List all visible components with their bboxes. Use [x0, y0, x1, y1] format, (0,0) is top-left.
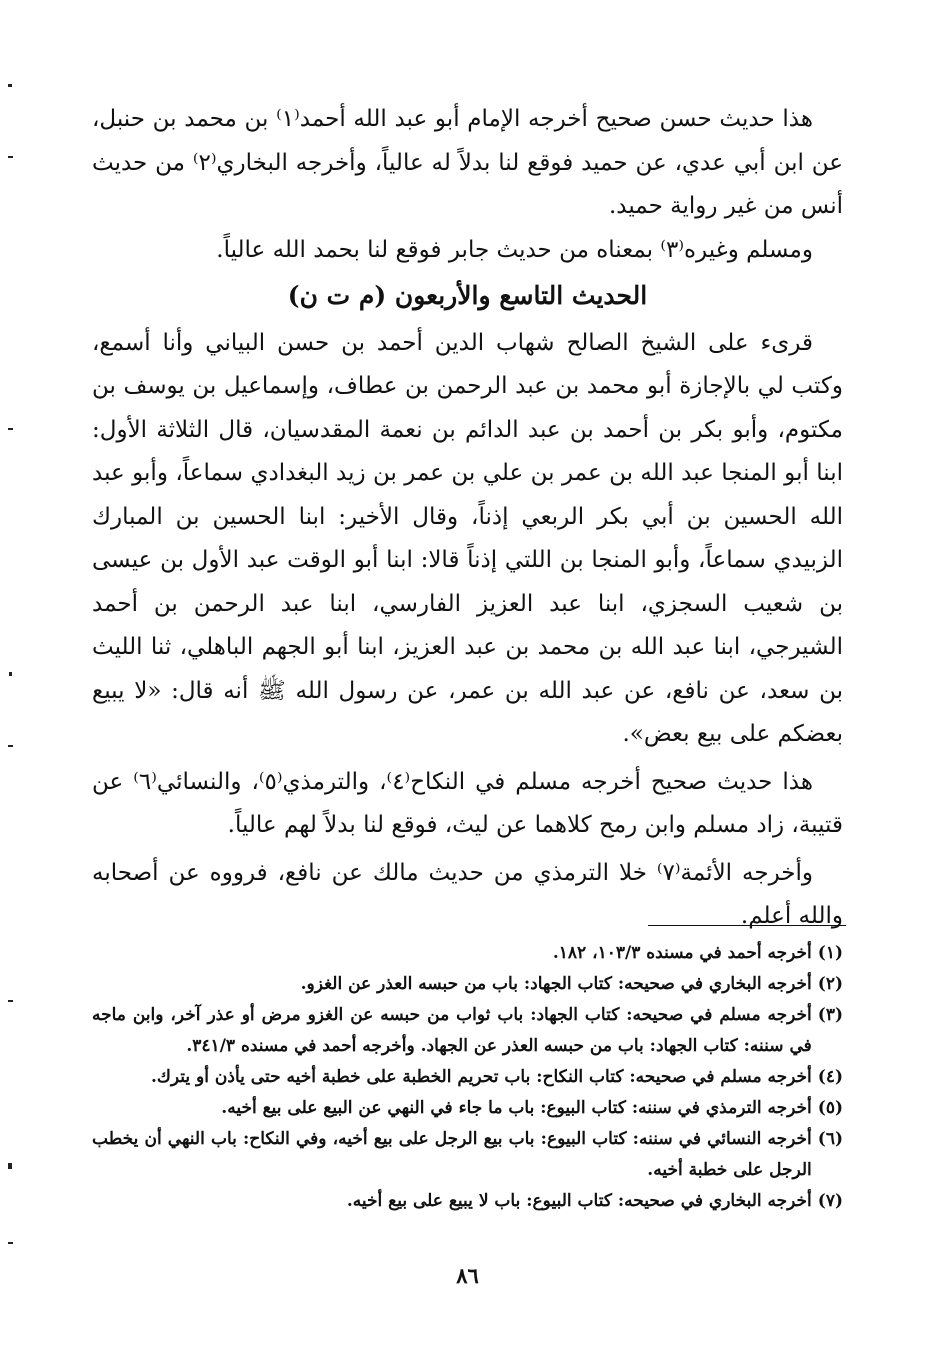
footnote-number: (٧) — [817, 1191, 843, 1211]
scan-mark — [8, 84, 12, 87]
scan-mark — [8, 156, 13, 158]
scan-mark — [9, 672, 12, 676]
footnote-divider — [648, 925, 846, 926]
footnote-4 — [92, 1062, 843, 1093]
footnote-number: (٤) — [817, 1067, 843, 1087]
scan-mark — [8, 745, 13, 747]
page-number: ٨٦ — [456, 1263, 479, 1288]
footnote-number: (٦) — [817, 1129, 843, 1149]
footnote-text: أخرجه أحمد في مسنده ١٠٣/٣، ١٨٢. — [552, 943, 812, 963]
footnote-number: (٣) — [817, 1005, 843, 1025]
footnote-7 — [92, 1186, 843, 1217]
footnote-number: (١) — [817, 943, 843, 963]
footnote-3 — [92, 1000, 843, 1062]
footnotes — [92, 938, 843, 1217]
footnote-text: أخرجه النسائي في سننه: كتاب البيوع: باب بيع الرجل على بيع أخيه، وفي النكاح: باب النهي أن يخطب الرجل على خطبة أخيه. — [92, 1129, 812, 1180]
footnote-2 — [92, 969, 843, 1000]
footnote-5 — [92, 1093, 843, 1124]
footnote-6 — [92, 1124, 843, 1186]
scan-mark — [8, 428, 13, 430]
footnote-1 — [92, 938, 843, 969]
paragraph-grading-2: ومسلم وغيره⁽٣⁾ بمعناه من حديث جابر فوقع لنا بحمد الله عالياً. — [216, 236, 813, 263]
footnote-text: أخرجه مسلم في صحيحه: كتاب النكاح: باب تحريم الخطبة على خطبة أخيه حتى يأذن أو يترك. — [150, 1067, 812, 1087]
scan-mark — [8, 1163, 12, 1169]
footnote-text: أخرجه البخاري في صحيحه: كتاب البيوع: باب لا يبيع على بيع أخيه. — [346, 1191, 812, 1211]
scan-mark — [8, 1242, 13, 1244]
footnote-text: أخرجه البخاري في صحيحه: كتاب الجهاد: باب من حبسه العذر عن الغزو. — [300, 974, 812, 994]
footnote-number: (٢) — [817, 974, 843, 994]
hadith-title: الحديث التاسع والأربعون (م ت ن) — [287, 281, 648, 310]
paragraph-takhrij-2: وأخرجه الأئمة⁽٧⁾ خلا الترمذي من حديث مالك عن نافع، فرووه عن أصحابه والله أعلم. — [92, 859, 843, 929]
footnote-text: أخرجه مسلم في صحيحه: كتاب الجهاد: باب ثواب من حبسه عن الغزو مرض أو عذر آخر، وابن ماجه في سننه: كتاب الجهاد: باب من حبسه العذر عن الجهاد. وأخرجه أحمد في مسنده ٣٤١/٣. — [92, 1005, 812, 1056]
paragraph-grading-1: هذا حديث حسن صحيح أخرجه الإمام أبو عبد الله أحمد⁽١⁾ بن محمد بن حنبل، عن ابن أبي عدي، عن حميد فوقع لنا بدلاً له عالياً، وأخرجه البخاري⁽٢⁾ من حديث أنس من غير رواية حميد. — [92, 106, 843, 219]
footnote-text: أخرجه الترمذي في سننه: كتاب البيوع: باب ما جاء في النهي عن البيع على بيع أخيه. — [221, 1098, 812, 1118]
paragraph-takhrij-1: هذا حديث صحيح أخرجه مسلم في النكاح⁽٤⁾، والترمذي⁽٥⁾، والنسائي⁽٦⁾ عن قتيبة، زاد مسلم وابن رمح كلاهما عن ليث، فوقع لنا بدلاً لهم عالياً. — [92, 768, 843, 838]
main-text — [92, 98, 843, 939]
scan-mark — [8, 1000, 13, 1002]
paragraph-isnad: قرىء على الشيخ الصالح شهاب الدين أحمد بن حسن البياني وأنا أسمع، وكتب لي بالإجازة أبو محمد بن عبد الرحمن بن عطاف، وإسماعيل بن يوسف بن مكتوم، وأبو بكر بن أحمد بن عبد الدائم بن نعمة المقدسيان، قال الثلاثة الأول: ابنا أبو المنجا عبد الله بن عمر بن علي بن عمر بن زيد البغدادي سماعاً، وأبو عبد الله الحسين بن أبي بكر الربعي إذناً، وقال الأخير: ابنا الحسين بن المبارك الزبيدي سماعاً، وأبو المنجا بن اللتي إذناً قالا: ابنا أبو الوقت عبد الأول بن عيسى بن شعيب السجزي، ابنا عبد العزيز الفارسي، ابنا عبد الرحمن بن أحمد الشيرجي، ابنا عبد الله بن محمد بن عبد العزيز، ابنا أبو الجهم الباهلي، ثنا الليث بن سعد، عن نافع، عن عبد الله بن عمر، عن رسول الله ﷺ أنه قال: «لا يبيع بعضكم على بيع بعض». — [92, 329, 843, 747]
footnote-number: (٥) — [817, 1098, 843, 1118]
